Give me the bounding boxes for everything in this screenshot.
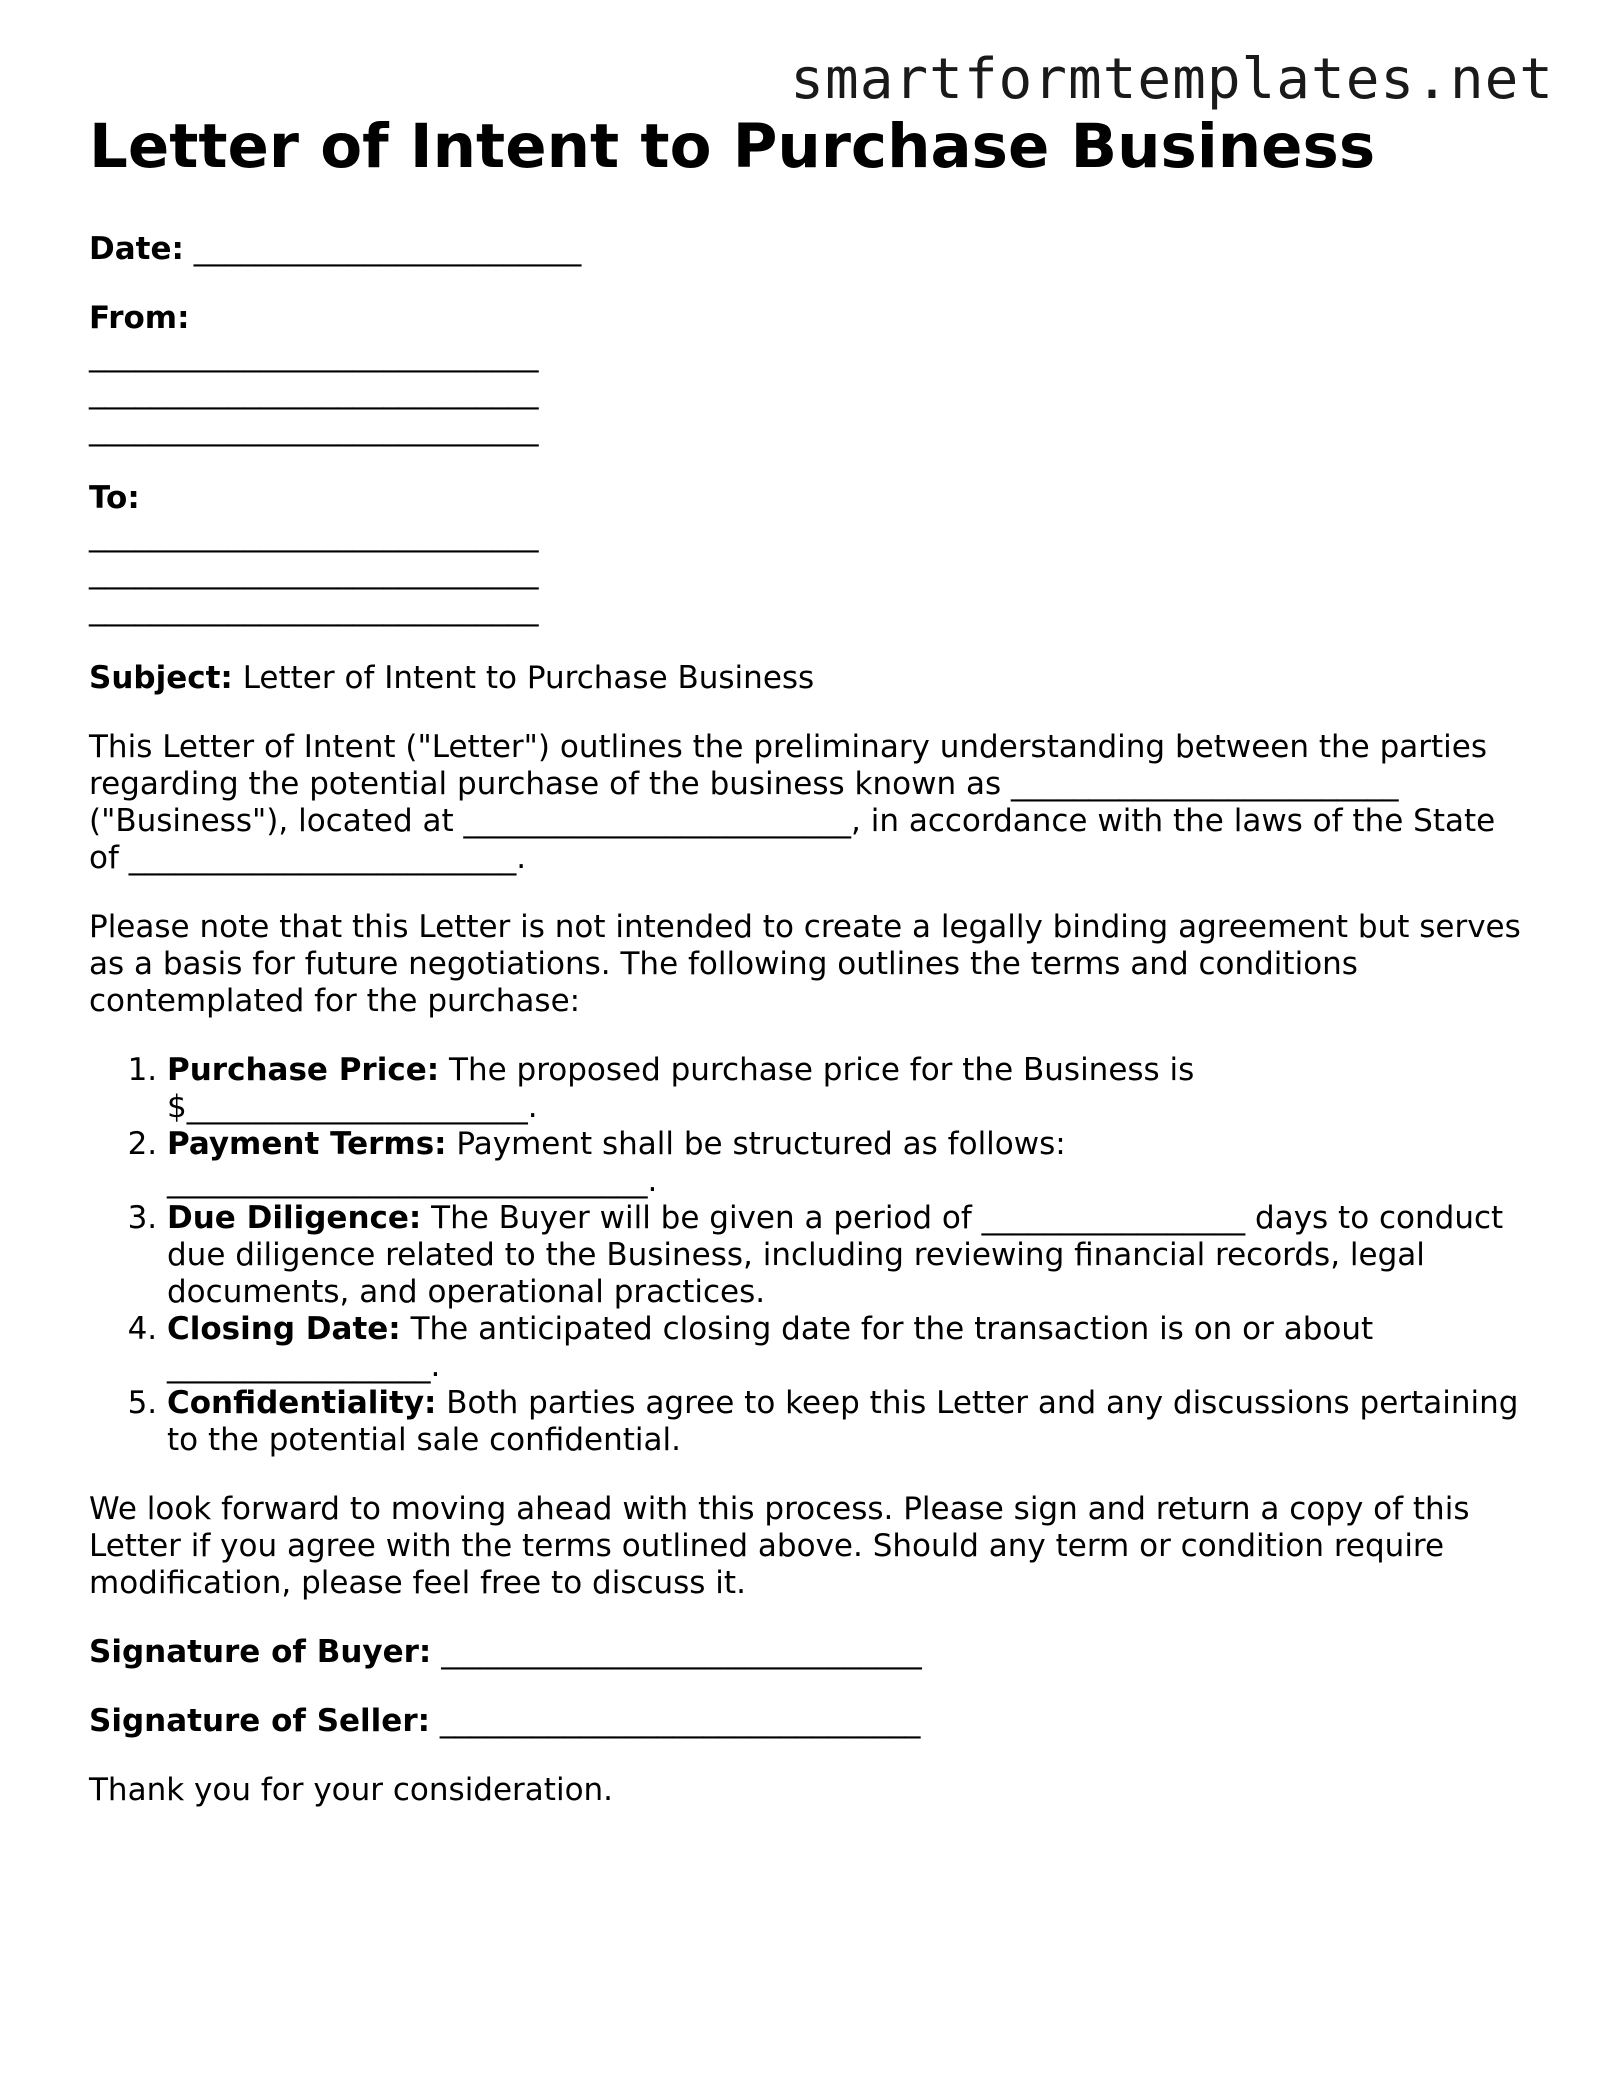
- from-block: [89, 300, 1529, 448]
- to-line-3: _____________________________: [89, 591, 539, 628]
- buyer-signature-label: Signature of Buyer:: [89, 1634, 432, 1671]
- seller-signature-label: Signature of Seller:: [89, 1703, 431, 1740]
- subject-label: Subject:: [89, 660, 233, 697]
- to-line-2: _____________________________: [89, 554, 539, 591]
- watermark: smartformtemplates.net: [790, 47, 1554, 112]
- intro-part-1: This Letter of Intent ("Letter") outlines the preliminary understanding between the parties regarding the potential purchase of the business known as _________________________: [89, 729, 1488, 803]
- term-item-purchase-price: [167, 1052, 1529, 1126]
- term-label: Closing Date:: [167, 1311, 401, 1348]
- term-text: The proposed purchase price for the Business is $______________________.: [167, 1052, 1195, 1126]
- term-item-closing-date: [167, 1311, 1529, 1385]
- seller-signature-blank: _______________________________: [439, 1703, 921, 1740]
- subject-text: Letter of Intent to Purchase Business: [242, 660, 815, 697]
- term-text: Payment shall be structured as follows: _______________________________.: [167, 1126, 1066, 1200]
- date-blank: _________________________: [193, 231, 582, 268]
- thanks-line: Thank you for your consideration.: [89, 1772, 614, 1809]
- from-line-2: _____________________________: [89, 374, 539, 411]
- to-line-1: _____________________________: [89, 517, 539, 554]
- buyer-signature-field: [89, 1634, 1529, 1671]
- document: [89, 110, 1529, 1841]
- date-field: [89, 231, 1529, 268]
- to-block: [89, 480, 1529, 628]
- term-item-confidentiality: [167, 1385, 1529, 1459]
- document-title: Letter of Intent to Purchase Business: [89, 111, 1376, 182]
- term-label: Due Diligence:: [167, 1200, 422, 1237]
- from-label: From:: [89, 300, 190, 337]
- terms-list: [89, 1052, 1529, 1459]
- term-text: Both parties agree to keep this Letter and any discussions pertaining to the potential sale confidential.: [167, 1385, 1519, 1459]
- from-line-3: _____________________________: [89, 411, 539, 448]
- term-item-due-diligence: [167, 1200, 1529, 1311]
- subject-line: [89, 660, 1529, 697]
- from-line-1: _____________________________: [89, 337, 539, 374]
- intro-paragraph: [89, 729, 1529, 877]
- term-label: Payment Terms:: [167, 1126, 447, 1163]
- term-label: Confidentiality:: [167, 1385, 437, 1422]
- term-label: Purchase Price:: [167, 1052, 440, 1089]
- term-text: The anticipated closing date for the transaction is on or about _________________.: [167, 1311, 1374, 1385]
- date-label: Date:: [89, 231, 184, 268]
- buyer-signature-blank: _______________________________: [441, 1634, 922, 1671]
- term-text: The Buyer will be given a period of _________________ days to conduct due diligence related to the Business, including reviewing financial records, legal documents, and operational practices.: [167, 1200, 1504, 1311]
- to-label: To:: [89, 480, 140, 517]
- note-paragraph: Please note that this Letter is not intended to create a legally binding agreement but serves as a basis for future negotiations. The following outlines the terms and conditions contemplated for the purchase:: [89, 909, 1521, 1020]
- seller-signature-field: [89, 1703, 1529, 1740]
- term-item-payment-terms: [167, 1126, 1529, 1200]
- closing-paragraph: We look forward to moving ahead with this process. Please sign and return a copy of this Letter if you agree with the terms outlined above. Should any term or condition require modification, please feel free to discuss it.: [89, 1491, 1470, 1602]
- intro-part-2: ("Business"), located at _________________________, in accordance with the laws of the State of _________________________.: [89, 803, 1496, 877]
